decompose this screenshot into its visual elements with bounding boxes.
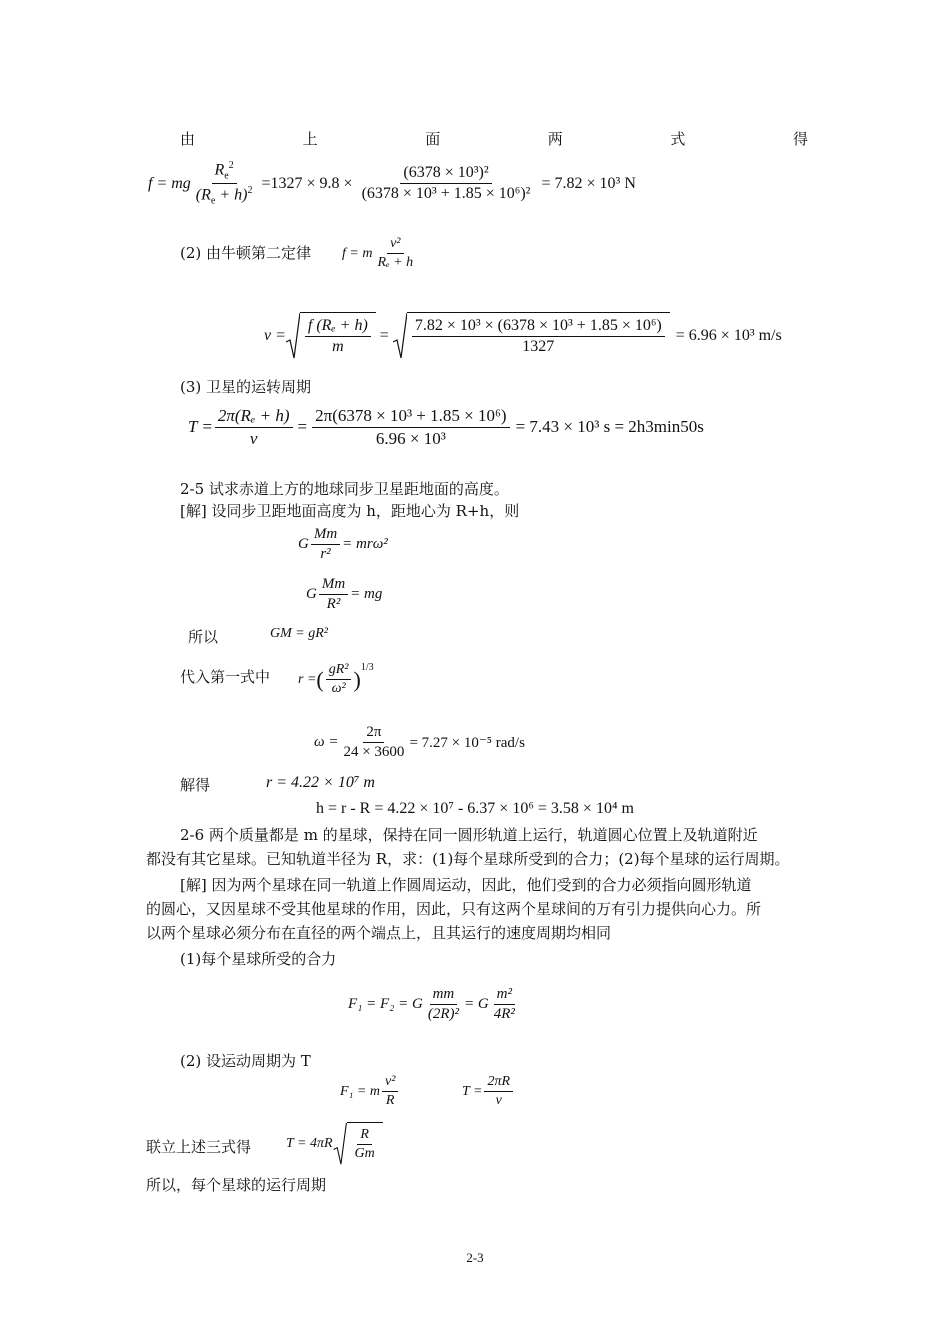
eq1-fraction2: $\frac{\text{(6378 × 10³)²}}{\text{(6378 × 10³ + 1.85 × 10⁶)²}}$ bbox=[361, 163, 531, 203]
intro-word-1: 由 bbox=[180, 130, 196, 148]
equation-gravity-mg: G $\frac{Mm}{\text{R²}}$ = mg bbox=[306, 576, 383, 613]
equation-gravity-centripetal: G $\frac{Mm}{\text{r²}}$ = mrω² bbox=[298, 526, 388, 563]
problem-2-5: 2-5 试求赤道上方的地球同步卫星距地面的高度。 bbox=[180, 480, 509, 498]
sqrt-2: $\frac{\text{7.82 × 10³ × (6378 × 10³ + 1.85 × 10⁶)}}{1327}$ bbox=[393, 312, 670, 360]
equation-radius: r = ( $\frac{\text{gR²}}{\text{ω²}}$ ) $^{1/3}$ bbox=[298, 662, 374, 697]
equation-period: T = $\frac{\text{2π(Rₑ + h)}}{v}$ = $\frac{\text{2π(6378 × 10³ + 1.85 × 10⁶)}}{\text{6.96 × 10³}}$ = 7.43 × 10³ s = 2h3min50s bbox=[188, 406, 704, 448]
section-2-label: (2) 由牛顿第二定律 bbox=[180, 244, 312, 262]
intro-word-2: 上 bbox=[302, 130, 318, 148]
solution-2-6-line-1: [解] 因为两个星球在同一轨道上作圆周运动，因此，他们受到的合力必须指向圆形轨道 bbox=[180, 876, 752, 894]
equation-omega: ω = $\frac{2\pi}{24 \times 3600}$ = 7.27 × 10⁻⁵ rad/s bbox=[314, 724, 525, 761]
equation-gm: GM = gR² bbox=[270, 626, 328, 641]
label-jiede: 解得 bbox=[180, 776, 211, 794]
equation-friction bbox=[148, 160, 636, 207]
problem-2-6-line-2: 都没有其它星球。已知轨道半径为 R，求：(1)每个星球所受到的合力；(2)每个星球的运行周期。 bbox=[146, 850, 790, 868]
label-lianli: 联立上述三式得 bbox=[146, 1138, 252, 1156]
label-suoyi: 所以 bbox=[188, 628, 219, 646]
equation-h-result: h = r - R = 4.22 × 10⁷ - 6.37 × 10⁶ = 3.58 × 10⁴ m bbox=[316, 800, 634, 817]
equation-newton: f = m $\frac{\text{v²}}{\text{Rₑ + h}}$ bbox=[342, 236, 414, 271]
intro-word-5: 式 bbox=[670, 130, 686, 148]
eq1-result: = 7.82 × 10³ N bbox=[541, 174, 636, 192]
eq1-lhs: f = mg bbox=[148, 174, 191, 192]
intro-word-4: 两 bbox=[547, 130, 563, 148]
last-line: 所以，每个星球的运行周期 bbox=[146, 1176, 327, 1194]
radical-sign-icon bbox=[333, 1122, 347, 1166]
section-3-label: (3) 卫星的运转周期 bbox=[180, 378, 312, 396]
equation-period-v: T = $\frac{2\pi R}{v}$ bbox=[462, 1074, 515, 1109]
equation-force: F₁ = F₂ = G $\frac{mm}{\text{(2R)²}}$ = G $\frac{\text{m²}}{\text{4R²}}$ bbox=[348, 986, 515, 1023]
section-2-6-1-label: (1)每个星球所受的合力 bbox=[180, 950, 337, 968]
section-2-6-2-label: (2) 设运动周期为 T bbox=[180, 1052, 311, 1070]
solution-2-6-line-3: 以两个星球必须分布在直径的两个端点上，且其运行的速度周期均相同 bbox=[146, 924, 612, 942]
sqrt-1: $\frac{\text{f (Rₑ + h)}}{m}$ bbox=[286, 312, 376, 360]
equation-period-final: T = 4πR $\frac{R}{Gm}$ bbox=[286, 1122, 383, 1166]
eq1-mid: =1327 × 9.8 × bbox=[261, 174, 353, 192]
equation-r-result: r = 4.22 × 10⁷ m bbox=[266, 774, 375, 791]
solution-2-5: [解] 设同步卫距地面高度为 h，距地心为 R+h，则 bbox=[180, 502, 520, 520]
intro-word-3: 面 bbox=[425, 130, 441, 148]
equation-velocity: v = $\frac{\text{f (Rₑ + h)}}{m}$ = $\frac{\text{7.82 × 10³ × (6378 × 10³ + 1.85 × 10⁶)}}{1327}$ = 6.96 × 10³ m/s bbox=[264, 312, 782, 360]
solution-2-6-line-2: 的圆心，又因星球不受其他星球的作用，因此，只有这两个星球间的万有引力提供向心力。所 bbox=[146, 900, 762, 918]
eq1-fraction: $\frac{R_e^2}{(R_e + h)^2}$ bbox=[195, 160, 253, 207]
label-dairu: 代入第一式中 bbox=[180, 668, 271, 686]
radical-sign-icon bbox=[286, 312, 300, 360]
intro-word-6: 得 bbox=[792, 130, 808, 148]
page-number: 2-3 bbox=[466, 1250, 484, 1265]
problem-2-6-line-1: 2-6 两个质量都是 m 的星球，保持在同一圆形轨道上运行，轨道圆心位置上及轨道附近 bbox=[180, 826, 758, 844]
intro-line bbox=[180, 128, 808, 149]
radical-sign-icon bbox=[393, 312, 407, 360]
sqrt-3: $\frac{R}{Gm}$ bbox=[333, 1122, 383, 1166]
equation-centripetal: F₁ = m $\frac{\text{v²}}{R}$ bbox=[340, 1074, 400, 1109]
